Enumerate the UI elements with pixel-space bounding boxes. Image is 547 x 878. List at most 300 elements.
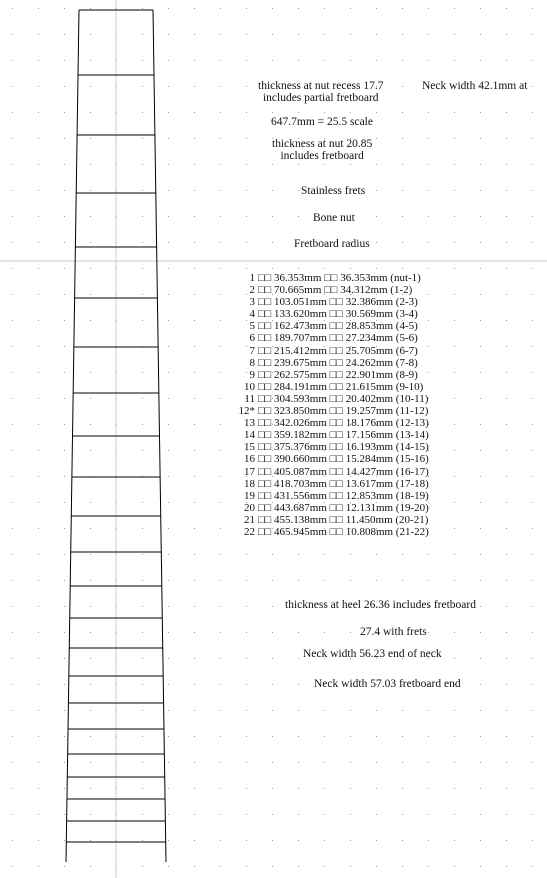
grid-dot — [272, 840, 273, 841]
grid-dot — [168, 554, 169, 555]
grid-dot — [220, 658, 221, 659]
grid-dot — [142, 580, 143, 581]
grid-dot — [246, 216, 247, 217]
grid-dot — [272, 736, 273, 737]
grid-dot — [12, 528, 13, 529]
grid-dot — [64, 346, 65, 347]
grid-dot — [532, 840, 533, 841]
grid-dot — [376, 60, 377, 61]
grid-dot — [376, 190, 377, 191]
grid-dot — [64, 788, 65, 789]
grid-dot — [12, 502, 13, 503]
grid-dot — [168, 86, 169, 87]
grid-dot — [38, 34, 39, 35]
grid-dot — [220, 372, 221, 373]
grid-dot — [12, 164, 13, 165]
grid-dot — [220, 788, 221, 789]
fret-row — [225, 332, 525, 344]
grid-dot — [38, 554, 39, 555]
grid-dot — [168, 710, 169, 711]
grid-dot — [194, 242, 195, 243]
grid-dot — [402, 866, 403, 867]
grid-dot — [168, 242, 169, 243]
grid-dot — [428, 190, 429, 191]
grid-dot — [272, 190, 273, 191]
grid-dot — [168, 320, 169, 321]
grid-dot — [272, 710, 273, 711]
grid-dot — [142, 112, 143, 113]
grid-dot — [532, 190, 533, 191]
grid-dot — [220, 736, 221, 737]
heel-thickness-note: thickness at heel 26.36 includes fretboard — [285, 599, 476, 611]
grid-dot — [168, 268, 169, 269]
grid-dot — [532, 788, 533, 789]
grid-dot — [12, 8, 13, 9]
fret-measurement: □□ 431.556mm □□ 12.853mm (18-19) — [258, 489, 429, 502]
grid-dot — [12, 242, 13, 243]
grid-dot — [64, 736, 65, 737]
grid-dot — [64, 814, 65, 815]
grid-dot — [168, 346, 169, 347]
grid-dot — [12, 450, 13, 451]
fret-row — [225, 441, 525, 453]
grid-dot — [38, 788, 39, 789]
grid-dot — [532, 450, 533, 451]
grid-dot — [272, 632, 273, 633]
grid-dot — [64, 606, 65, 607]
grid-dot — [246, 190, 247, 191]
grid-dot — [532, 684, 533, 685]
grid-dot — [142, 684, 143, 685]
grid-dot — [168, 606, 169, 607]
fret-measurement: □□ 133.620mm □□ 30.569mm (3-4) — [258, 308, 418, 321]
grid-dot — [376, 164, 377, 165]
grid-dot — [402, 840, 403, 841]
grid-dot — [194, 762, 195, 763]
grid-dot — [402, 814, 403, 815]
grid-dot — [142, 762, 143, 763]
grid-dot — [376, 268, 377, 269]
grid-dot — [298, 866, 299, 867]
grid-dot — [298, 216, 299, 217]
grid-dot — [246, 268, 247, 269]
grid-dot — [90, 840, 91, 841]
grid-dot — [168, 372, 169, 373]
grid-dot — [428, 736, 429, 737]
grid-dot — [168, 60, 169, 61]
grid-dot — [12, 554, 13, 555]
grid-dot — [506, 658, 507, 659]
fret-measurement: □□ 418.703mm □□ 13.617mm (17-18) — [258, 477, 429, 490]
grid-dot — [220, 710, 221, 711]
grid-dot — [246, 112, 247, 113]
grid-dot — [220, 840, 221, 841]
grid-dot — [480, 762, 481, 763]
grid-dot — [168, 476, 169, 477]
grid-dot — [350, 8, 351, 9]
grid-dot — [64, 86, 65, 87]
grid-dot — [168, 762, 169, 763]
grid-dot — [376, 840, 377, 841]
fret-number: 1 — [249, 272, 255, 284]
grid-dot — [220, 580, 221, 581]
grid-dot — [402, 554, 403, 555]
grid-dot — [246, 762, 247, 763]
grid-dot — [168, 866, 169, 867]
grid-dot — [194, 138, 195, 139]
grid-dot — [402, 268, 403, 269]
grid-dot — [12, 476, 13, 477]
grid-dot — [12, 658, 13, 659]
grid-dot — [194, 736, 195, 737]
grid-dot — [506, 736, 507, 737]
grid-dot — [12, 346, 13, 347]
grid-dot — [480, 190, 481, 191]
grid-dot — [402, 242, 403, 243]
grid-dot — [38, 502, 39, 503]
grid-dot — [12, 580, 13, 581]
grid-dot — [194, 684, 195, 685]
grid-dot — [454, 34, 455, 35]
grid-dot — [220, 424, 221, 425]
grid-dot — [298, 60, 299, 61]
grid-dot — [480, 736, 481, 737]
grid-dot — [90, 710, 91, 711]
grid-dot — [64, 866, 65, 867]
grid-dot — [38, 736, 39, 737]
grid-dot — [220, 476, 221, 477]
grid-dot — [324, 34, 325, 35]
grid-dot — [480, 632, 481, 633]
grid-dot — [324, 60, 325, 61]
grid-dot — [90, 216, 91, 217]
grid-dot — [428, 866, 429, 867]
grid-dot — [12, 34, 13, 35]
grid-dot — [194, 424, 195, 425]
grid-dot — [194, 112, 195, 113]
grid-dot — [64, 398, 65, 399]
grid-dot — [64, 632, 65, 633]
grid-dot — [272, 216, 273, 217]
grid-dot — [90, 268, 91, 269]
grid-dot — [90, 684, 91, 685]
fretboard-radius-note: Fretboard radius — [294, 238, 370, 250]
fret-measurement: □□ 103.051mm □□ 32.386mm (2-3) — [258, 296, 418, 309]
fret-row — [225, 296, 525, 308]
grid-dot — [506, 112, 507, 113]
grid-dot — [220, 502, 221, 503]
grid-dot — [220, 294, 221, 295]
grid-dot — [64, 268, 65, 269]
grid-dot — [298, 710, 299, 711]
grid-dot — [506, 710, 507, 711]
fret-number: 10 — [244, 380, 255, 393]
grid-dot — [194, 554, 195, 555]
grid-dot — [532, 554, 533, 555]
grid-dot — [246, 554, 247, 555]
grid-dot — [532, 762, 533, 763]
fret-row — [225, 502, 525, 514]
grid-dot — [532, 606, 533, 607]
grid-dot — [246, 632, 247, 633]
fret-row — [225, 526, 525, 538]
grid-dot — [168, 840, 169, 841]
grid-dot — [38, 138, 39, 139]
fret-measurement: □□ 215.412mm □□ 25.705mm (6-7) — [258, 344, 418, 357]
grid-dot — [12, 190, 13, 191]
scale-note: 647.7mm = 25.5 scale — [271, 116, 373, 128]
grid-dot — [532, 814, 533, 815]
grid-dot — [376, 34, 377, 35]
fret-measurement: □□ 304.593mm □□ 20.402mm (10-11) — [258, 392, 429, 405]
grid-dot — [90, 632, 91, 633]
grid-dot — [454, 736, 455, 737]
grid-dot — [12, 398, 13, 399]
grid-dot — [350, 60, 351, 61]
grid-dot — [220, 112, 221, 113]
grid-dot — [142, 372, 143, 373]
grid-dot — [142, 86, 143, 87]
grid-dot — [402, 60, 403, 61]
grid-dot — [64, 684, 65, 685]
grid-dot — [350, 814, 351, 815]
grid-dot — [194, 216, 195, 217]
grid-dot — [298, 190, 299, 191]
grid-dot — [220, 632, 221, 633]
grid-dot — [90, 164, 91, 165]
grid-dot — [298, 164, 299, 165]
grid-dot — [38, 606, 39, 607]
grid-dot — [194, 788, 195, 789]
grid-dot — [194, 8, 195, 9]
grid-dot — [246, 736, 247, 737]
grid-dot — [38, 710, 39, 711]
grid-dot — [272, 34, 273, 35]
grid-dot — [532, 8, 533, 9]
grid-dot — [142, 632, 143, 633]
grid-dot — [64, 658, 65, 659]
grid-dot — [168, 294, 169, 295]
grid-dot — [220, 34, 221, 35]
grid-dot — [220, 60, 221, 61]
fret-row — [225, 393, 525, 405]
grid-dot — [12, 736, 13, 737]
grid-dot — [12, 268, 13, 269]
grid-dot — [272, 762, 273, 763]
grid-dot — [506, 164, 507, 165]
grid-dot — [64, 710, 65, 711]
grid-dot — [142, 138, 143, 139]
grid-dot — [506, 632, 507, 633]
grid-dot — [12, 86, 13, 87]
grid-dot — [246, 606, 247, 607]
grid-dot — [90, 554, 91, 555]
grid-dot — [246, 866, 247, 867]
fret-row — [225, 357, 525, 369]
grid-dot — [220, 8, 221, 9]
grid-dot — [428, 242, 429, 243]
grid-dot — [220, 268, 221, 269]
grid-dot — [142, 814, 143, 815]
grid-dot — [272, 268, 273, 269]
grid-dot — [298, 736, 299, 737]
grid-dot — [38, 398, 39, 399]
fret-row — [225, 405, 525, 417]
grid-dot — [168, 658, 169, 659]
grid-dot — [532, 476, 533, 477]
grid-dot — [142, 658, 143, 659]
fret-number: 17 — [244, 465, 255, 478]
grid-dot — [376, 112, 377, 113]
grid-dot — [532, 268, 533, 269]
grid-dot — [350, 762, 351, 763]
grid-dot — [506, 242, 507, 243]
nut-recess-line1: thickness at nut recess 17.7 — [258, 80, 384, 92]
grid-dot — [532, 112, 533, 113]
grid-dot — [168, 138, 169, 139]
grid-dot — [402, 138, 403, 139]
grid-dot — [506, 34, 507, 35]
grid-dot — [376, 242, 377, 243]
grid-dot — [454, 216, 455, 217]
grid-dot — [64, 294, 65, 295]
grid-dot — [64, 190, 65, 191]
grid-dot — [324, 112, 325, 113]
grid-dot — [38, 476, 39, 477]
fret-row — [225, 345, 525, 357]
grid-dot — [220, 866, 221, 867]
grid-dot — [272, 658, 273, 659]
grid-dot — [64, 164, 65, 165]
grid-dot — [376, 8, 377, 9]
grid-dot — [350, 840, 351, 841]
grid-dot — [38, 242, 39, 243]
grid-dot — [38, 450, 39, 451]
grid-dot — [12, 294, 13, 295]
fret-measurement: □□ 323.850mm □□ 19.257mm (11-12) — [258, 405, 429, 418]
grid-dot — [194, 268, 195, 269]
grid-dot — [142, 736, 143, 737]
grid-dot — [376, 866, 377, 867]
grid-dot — [12, 684, 13, 685]
grid-dot — [350, 164, 351, 165]
fret-measurement: □□ 162.473mm □□ 28.853mm (4-5) — [258, 320, 418, 333]
grid-dot — [246, 86, 247, 87]
grid-dot — [142, 528, 143, 529]
grid-dot — [324, 840, 325, 841]
grid-dot — [506, 814, 507, 815]
with-frets-note: 27.4 with frets — [360, 626, 427, 638]
grid-dot — [12, 866, 13, 867]
grid-dot — [272, 580, 273, 581]
grid-dot — [12, 814, 13, 815]
fret-row — [225, 453, 525, 465]
grid-dot — [246, 684, 247, 685]
grid-dot — [194, 658, 195, 659]
grid-dot — [324, 580, 325, 581]
fret-row — [225, 369, 525, 381]
grid-dot — [506, 580, 507, 581]
grid-dot — [12, 840, 13, 841]
grid-dot — [168, 34, 169, 35]
grid-dot — [272, 554, 273, 555]
grid-dot — [298, 268, 299, 269]
grid-dot — [194, 814, 195, 815]
fret-row — [225, 417, 525, 429]
grid-dot — [532, 736, 533, 737]
grid-dot — [532, 658, 533, 659]
grid-dot — [220, 190, 221, 191]
grid-dot — [38, 632, 39, 633]
grid-dot — [142, 866, 143, 867]
grid-dot — [142, 424, 143, 425]
grid-dot — [194, 320, 195, 321]
grid-dot — [532, 632, 533, 633]
grid-dot — [272, 684, 273, 685]
grid-dot — [64, 112, 65, 113]
grid-dot — [12, 112, 13, 113]
grid-dot — [298, 684, 299, 685]
grid-dot — [402, 762, 403, 763]
grid-dot — [506, 216, 507, 217]
fret-number: 18 — [244, 477, 255, 490]
grid-dot — [480, 658, 481, 659]
grid-dot — [220, 216, 221, 217]
grid-dot — [64, 476, 65, 477]
grid-dot — [90, 788, 91, 789]
grid-dot — [428, 8, 429, 9]
grid-dot — [142, 710, 143, 711]
grid-dot — [12, 216, 13, 217]
grid-dot — [532, 346, 533, 347]
grid-dot — [298, 580, 299, 581]
grid-dot — [194, 346, 195, 347]
grid-dot — [38, 866, 39, 867]
grid-dot — [506, 866, 507, 867]
grid-dot — [454, 60, 455, 61]
grid-dot — [38, 190, 39, 191]
fret-number: 3 — [249, 296, 255, 309]
grid-dot — [90, 242, 91, 243]
grid-dot — [324, 762, 325, 763]
grid-dot — [480, 138, 481, 139]
grid-dot — [454, 164, 455, 165]
grid-dot — [428, 788, 429, 789]
grid-dot — [272, 8, 273, 9]
grid-dot — [532, 398, 533, 399]
grid-dot — [324, 788, 325, 789]
grid-dot — [350, 866, 351, 867]
grid-dot — [194, 164, 195, 165]
grid-dot — [454, 788, 455, 789]
grid-dot — [168, 450, 169, 451]
grid-dot — [480, 814, 481, 815]
grid-dot — [64, 502, 65, 503]
grid-dot — [90, 34, 91, 35]
fret-row — [225, 478, 525, 490]
grid-dot — [38, 216, 39, 217]
grid-dot — [142, 398, 143, 399]
grid-dot — [454, 762, 455, 763]
grid-dot — [350, 580, 351, 581]
grid-dot — [480, 34, 481, 35]
fret-measurement: □□ 359.182mm □□ 17.156mm (13-14) — [258, 429, 429, 442]
grid-dot — [324, 632, 325, 633]
grid-dot — [246, 710, 247, 711]
grid-dot — [142, 788, 143, 789]
grid-dot — [428, 216, 429, 217]
grid-dot — [168, 216, 169, 217]
